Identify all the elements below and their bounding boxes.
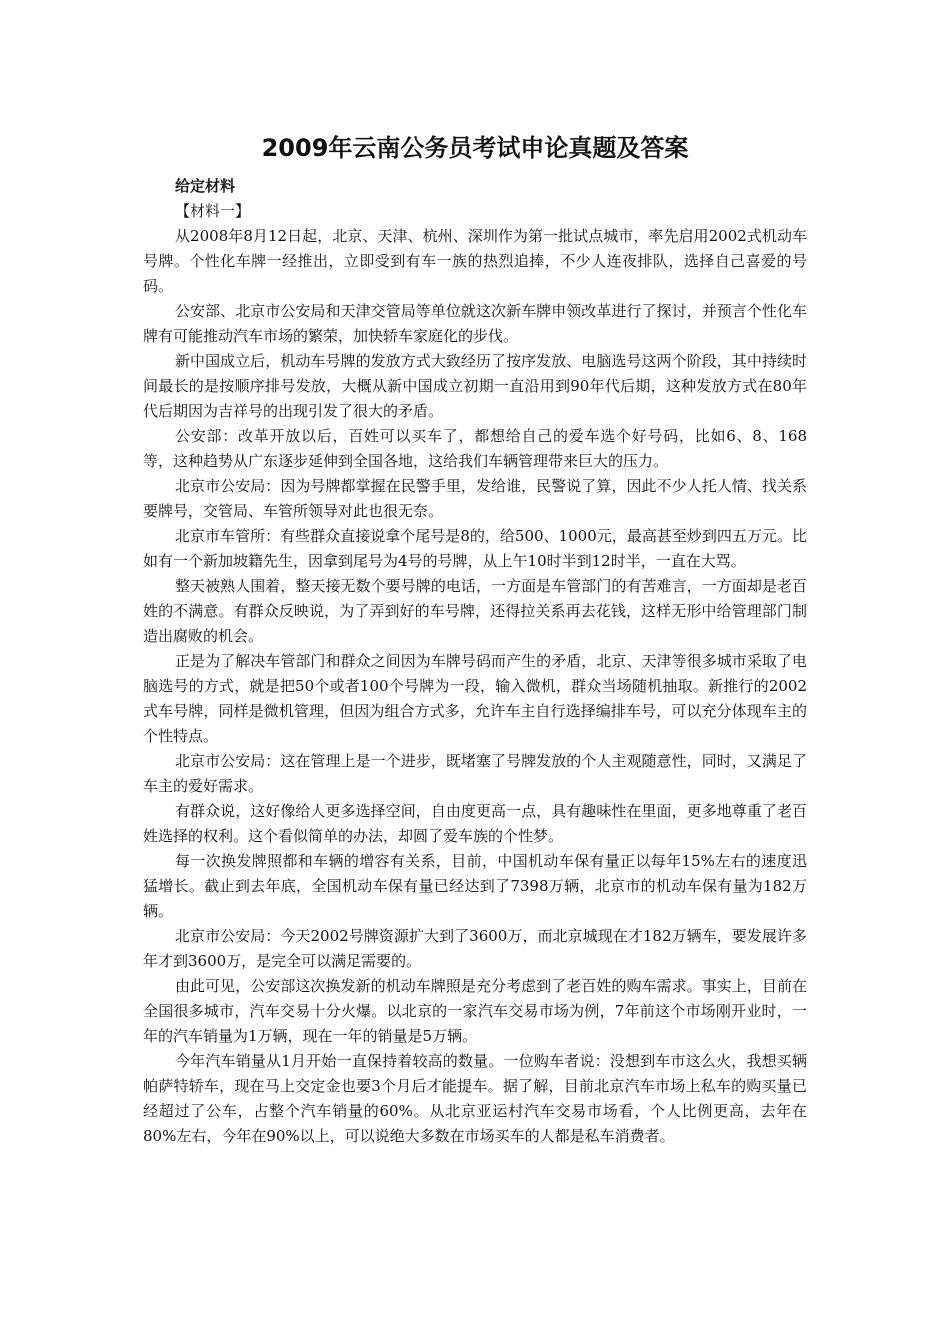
paragraph-9: 北京市公安局：这在管理上是一个进步，既堵塞了号牌发放的个人主观随意性，同时，又满足了车主的爱好需求。 xyxy=(143,752,807,795)
paragraph-1: 从2008年8月12日起，北京、天津、杭州、深圳作为第一批试点城市，率先启用2002式机动车号牌。个性化车牌一经推出，立即受到有车一族的热烈追捧，不少人连夜排队，选择自己喜爱的号码。 xyxy=(143,227,807,295)
paragraph-10: 有群众说，这好像给人更多选择空间，自由度更高一点，具有趣味性在里面，更多地尊重了老百姓选择的权利。这个看似简单的办法，却圆了爱车族的个性梦。 xyxy=(143,802,807,845)
section-heading: 给定材料 xyxy=(175,177,236,195)
paragraph-6: 北京市车管所：有些群众直接说拿个尾号是8的，给500、1000元，最高甚至炒到四五万元。比如有一个新加坡籍先生，因拿到尾号为4号的号牌，从上午10时半到12时半，一直在大骂。 xyxy=(143,527,807,570)
paragraph-14: 今年汽车销量从1月开始一直保持着较高的数量。一位购车者说：没想到车市这么火，我想买辆帕萨特轿车，现在马上交定金也要3个月后才能提车。据了解，目前北京汽车市场上私车的购买量已经超过了公车，占整个汽车销量的60%。从北京亚运村汽车交易市场看，个人比例更高，去年在80%左右，今年在90%以上，可以说绝大多数在市场买车的人都是私车消费者。 xyxy=(143,1052,807,1145)
paragraph-3: 新中国成立后，机动车号牌的发放方式大致经历了按序发放、电脑选号这两个阶段，其中持续时间最长的是按顺序排号发放，大概从新中国成立初期一直沿用到90年代后期，这种发放方式在80年代后期因为吉祥号的出现引发了很大的矛盾。 xyxy=(143,352,807,420)
paragraph-8: 正是为了解决车管部门和群众之间因为车牌号码而产生的矛盾，北京、天津等很多城市采取了电脑选号的方式，就是把50个或者100个号牌为一段，输入微机，群众当场随机抽取。新推行的2002式车号牌，同样是微机管理，但因为组合方式多，允许车主自行选择编排车号，可以充分体现车主的个性特点。 xyxy=(143,652,807,745)
document-body xyxy=(143,224,807,1149)
paragraph-11: 每一次换发牌照都和车辆的增容有关系，目前，中国机动车保有量正以每年15%左右的速度迅猛增长。截止到去年底，全国机动车保有量已经达到了7398万辆，北京市的机动车保有量为182万辆。 xyxy=(143,852,807,920)
material-label: 【材料一】 xyxy=(175,202,251,220)
paragraph-2: 公安部、北京市公安局和天津交管局等单位就这次新车牌申领改革进行了探讨，并预言个性化车牌有可能推动汽车市场的繁荣，加快轿车家庭化的步伐。 xyxy=(143,302,807,345)
paragraph-13: 由此可见，公安部这次换发新的机动车牌照是充分考虑到了老百姓的购车需求。事实上，目前在全国很多城市，汽车交易十分火爆。以北京的一家汽车交易市场为例，7年前这个市场刚开业时，一年的汽车销量为1万辆，现在一年的销量是5万辆。 xyxy=(143,977,807,1045)
document-page xyxy=(143,128,807,1149)
document-title: 2009年云南公务员考试申论真题及答案 xyxy=(261,134,689,162)
paragraph-4: 公安部：改革开放以后，百姓可以买车了，都想给自己的爱车选个好号码，比如6、8、168等，这种趋势从广东逐步延伸到全国各地，这给我们车辆管理带来巨大的压力。 xyxy=(143,427,807,470)
paragraph-7: 整天被熟人围着，整天接无数个要号牌的电话，一方面是车管部门的有苦难言，一方面却是老百姓的不满意。有群众反映说，为了弄到好的车号牌，还得拉关系再去花钱，这样无形中给管理部门制造出腐败的机会。 xyxy=(143,577,807,645)
paragraph-5: 北京市公安局：因为号牌都掌握在民警手里，发给谁，民警说了算，因此不少人托人情、找关系要牌号，交管局、车管所领导对此也很无奈。 xyxy=(143,477,807,520)
paragraph-12: 北京市公安局：今天2002号牌资源扩大到了3600万，而北京城现在才182万辆车，要发展许多年才到3600万，是完全可以满足需要的。 xyxy=(143,927,807,970)
